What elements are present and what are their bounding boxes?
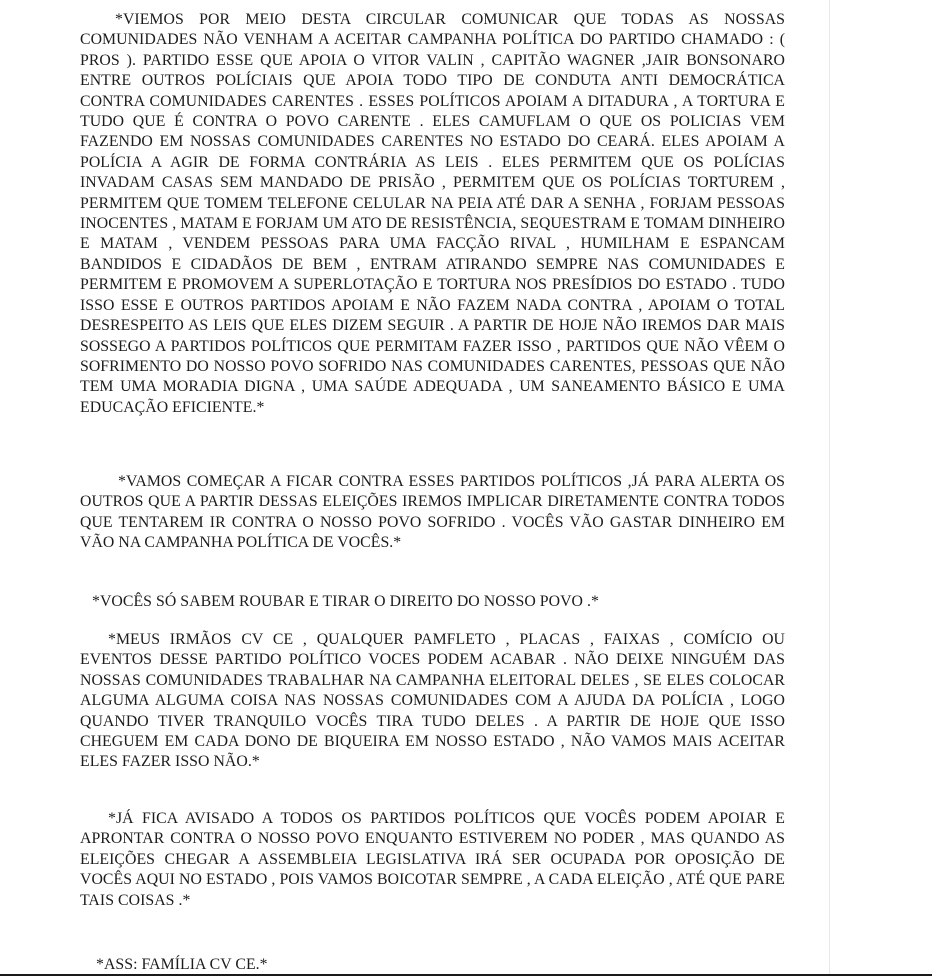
paragraph-final-notice: *JÁ FICA AVISADO A TODOS OS PARTIDOS POLÍTICOS QUE VOCÊS PODEM APOIAR E APRONTAR CONTRA O NOSSO POVO ENQUANTO ESTIVEREM NO PODER , MAS QUANDO AS ELEIÇÕES CHEGAR A ASSEMBLEIA LEGISLATIVA IRÁ SER OCUPADA POR OPOSIÇÃO DE VOCÊS AQUI NO ESTADO , POIS VAMOS BOICOTAR SEMPRE , A CADA ELEIÇÃO , ATÉ QUE PARE TAIS COISAS .*	[80, 810, 785, 909]
paragraph-circular-intro: *VIEMOS POR MEIO DESTA CIRCULAR COMUNICAR QUE TODAS AS NOSSAS COMUNIDADES NÃO VENHAM A ACEITAR CAMPANHA POLÍTICA DO PARTIDO CHAMADO : ( PROS ). PARTIDO ESSE QUE APOIA O VITOR VALIN , CAPITÃO WAGNER ,JAIR BONSONARO ENTRE OUTROS POLÍCIAIS QUE APOIA TODO TIPO DE CONDUTA ANTI DEMOCRÁTICA CONTRA COMUNIDADES CARENTES . ESSES POLÍTICOS APOIAM A DITADURA , A TORTURA E TUDO QUE É CONTRA O POVO CARENTE . ELES CAMUFLAM O QUE OS POLICIAS VEM FAZENDO EM NOSSAS COMUNIDADES CARENTES NO ESTADO DO CEARÁ. ELES APOIAM A POLÍCIA A AGIR DE FORMA CONTRÁRIA AS LEIS . ELES PERMITEM QUE OS POLÍCIAS INVADAM CASAS SEM MANDADO DE PRISÃO , PERMITEM QUE OS POLÍCIAS TORTUREM , PERMITEM QUE TOMEM TELEFONE CELULAR NA PEIA ATÉ DAR A SENHA , FORJAM PESSOAS INOCENTES , MATAM E FORJAM UM ATO DE RESISTÊNCIA, SEQUESTRAM E TOMAM DINHEIRO E MATAM , VENDEM PESSOAS PARA UMA FACÇÃO RIVAL , HUMILHAM E ESPANCAM BANDIDOS E CIDADÃOS DE BEM , ENTRAM ATIRANDO SEMPRE NAS COMUNIDADES E PERMITEM E PROMOVEM A SUPERLOTAÇÃO E TORTURA NOS PRESÍDIOS DO ESTADO . TUDO ISSO ESSE E OUTROS PARTIDOS APOIAM E NÃO FAZEM NADA CONTRA , APOIAM O TOTAL DESRESPEITO AS LEIS QUE ELES DIZEM SEGUIR . A PARTIR DE HOJE NÃO IREMOS DAR MAIS SOSSEGO A PARTIDOS POLÍTICOS QUE PERMITAM FAZER ISSO , PARTIDOS QUE NÃO VÊEM O SOFRIMENTO DO NOSSO POVO SOFRIDO NAS COMUNIDADES CARENTES, PESSOAS QUE NÃO TEM UMA MORADIA DIGNA , UMA SAÚDE ADEQUADA , UM SANEAMENTO BÁSICO E UMA EDUCAÇÃO EFICIENTE.*	[80, 11, 785, 416]
signature-line: *ASS: FAMÍLIA CV CE.*	[96, 956, 268, 973]
page-edge-right	[829, 0, 932, 976]
paragraph-accusation: *VOCÊS SÓ SABEM ROUBAR E TIRAR O DIREITO DO NOSSO POVO .*	[92, 593, 599, 610]
paragraph-warning-parties: *VAMOS COMEÇAR A FICAR CONTRA ESSES PARTIDOS POLÍTICOS ,JÁ PARA ALERTA OS OUTROS QUE A PARTIR DESSAS ELEIÇÕES IREMOS IMPLICAR DIRETAMENTE CONTRA TODOS QUE TENTAREM IR CONTRA O NOSSO POVO SOFRIDO . VOCÊS VÃO GASTAR DINHEIRO EM VÃO NA CAMPANHA POLÍTICA DE VOCÊS.*	[80, 473, 785, 552]
paragraph-instructions: *MEUS IRMÃOS CV CE , QUALQUER PAMFLETO , PLACAS , FAIXAS , COMÍCIO OU EVENTOS DESSE PARTIDO POLÍTICO VOCES PODEM ACABAR . NÃO DEIXE NINGUÉM DAS NOSSAS COMUNIDADES TRABALHAR NA CAMPANHA ELEITORAL DELES , SE ELES COLOCAR ALGUMA ALGUMA COISA NAS NOSSAS COMUNIDADES COM A AJUDA DA POLÍCIA , LOGO QUANDO TIVER TRANQUILO VOCÊS TIRA TUDO DELES . A PARTIR DE HOJE QUE ISSO CHEGUEM EM CADA DONO DE BIQUEIRA EM NOSSO ESTADO , NÃO VAMOS MAIS ACEITAR ELES FAZER ISSO NÃO.*	[80, 631, 785, 771]
